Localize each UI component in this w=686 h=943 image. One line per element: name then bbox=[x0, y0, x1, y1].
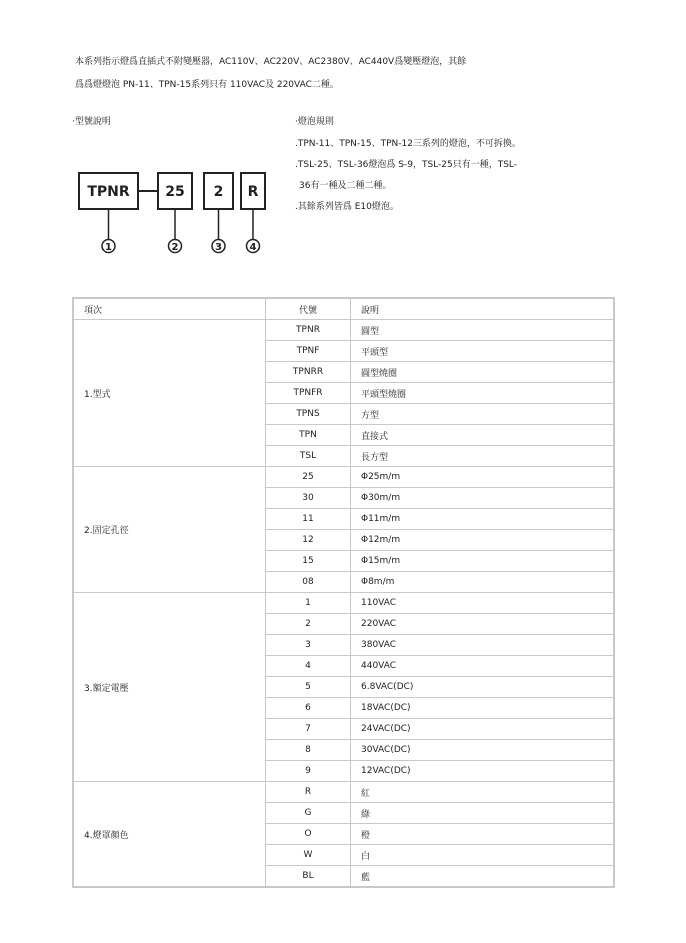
bulb-note-1: .TPN-11、TPN-15、TPN-12三系列的燈泡，不可拆換。 bbox=[295, 139, 521, 149]
desc-cell: 直接式 bbox=[351, 425, 615, 446]
code-cell: TPNFR bbox=[266, 383, 351, 404]
code-cell: TPNS bbox=[266, 404, 351, 425]
code-cell: TPNF bbox=[266, 341, 351, 362]
desc-cell: 18VAC(DC) bbox=[351, 698, 615, 719]
code-cell: 12 bbox=[266, 530, 351, 551]
desc-cell: 橙 bbox=[351, 824, 615, 845]
desc-cell: 紅 bbox=[351, 782, 615, 803]
desc-cell: 12VAC(DC) bbox=[351, 761, 615, 782]
code-cell: 08 bbox=[266, 572, 351, 593]
bulb-rules-notes bbox=[295, 134, 565, 218]
model-box-hole-text: 25 bbox=[165, 184, 185, 200]
bulb-note-3: 36有一種及二種二種。 bbox=[299, 181, 392, 191]
header-item: 項次 bbox=[73, 298, 266, 320]
code-cell: 5 bbox=[266, 677, 351, 698]
desc-cell: 長方型 bbox=[351, 446, 615, 467]
desc-cell: 380VAC bbox=[351, 635, 615, 656]
intro-line-2: 爲爲燈燈泡 PN-11、TPN-15系列只有 110VAC及 220VAC二種。 bbox=[75, 80, 339, 90]
code-cell: R bbox=[266, 782, 351, 803]
code-cell: 25 bbox=[266, 467, 351, 488]
code-cell: 8 bbox=[266, 740, 351, 761]
desc-cell: 藍 bbox=[351, 866, 615, 888]
desc-cell: 平頭型燒圈 bbox=[351, 383, 615, 404]
desc-cell: 220VAC bbox=[351, 614, 615, 635]
code-cell: TPNR bbox=[266, 320, 351, 341]
desc-cell: 110VAC bbox=[351, 593, 615, 614]
table-row bbox=[73, 782, 614, 803]
desc-cell: 圓型 bbox=[351, 320, 615, 341]
code-cell: 7 bbox=[266, 719, 351, 740]
desc-cell: 平頭型 bbox=[351, 341, 615, 362]
model-marker-2-text: 2 bbox=[171, 242, 179, 253]
code-cell: W bbox=[266, 845, 351, 866]
desc-cell: 白 bbox=[351, 845, 615, 866]
bulb-note-2: .TSL-25、TSL-36燈泡爲 S-9，TSL-25只有一種，TSL- bbox=[295, 160, 518, 170]
model-code-diagram bbox=[70, 165, 280, 260]
desc-cell: Φ15m/m bbox=[351, 551, 615, 572]
desc-cell: 圓型燒圈 bbox=[351, 362, 615, 383]
desc-cell: Φ8m/m bbox=[351, 572, 615, 593]
model-marker-3-text: 3 bbox=[215, 242, 222, 253]
desc-cell: Φ12m/m bbox=[351, 530, 615, 551]
model-label: ·型號說明 bbox=[72, 117, 111, 127]
desc-cell: 綠 bbox=[351, 803, 615, 824]
header-code: 代號 bbox=[266, 298, 351, 320]
desc-cell: Φ11m/m bbox=[351, 509, 615, 530]
desc-cell: 6.8VAC(DC) bbox=[351, 677, 615, 698]
bulb-rules-title: ·燈泡規則 bbox=[295, 117, 334, 127]
spec-table-body bbox=[73, 320, 614, 888]
code-cell: 2 bbox=[266, 614, 351, 635]
bulb-note-4: .其餘系列皆爲 E10燈泡。 bbox=[295, 202, 399, 212]
group-item-cell: 4.燈罩顏色 bbox=[73, 782, 266, 888]
spec-table bbox=[72, 297, 615, 888]
group-item-cell: 2.固定孔徑 bbox=[73, 467, 266, 593]
code-cell: BL bbox=[266, 866, 351, 888]
code-cell: 15 bbox=[266, 551, 351, 572]
code-cell: O bbox=[266, 824, 351, 845]
code-cell: 9 bbox=[266, 761, 351, 782]
code-cell: TPN bbox=[266, 425, 351, 446]
table-header-row bbox=[73, 298, 614, 320]
code-cell: 4 bbox=[266, 656, 351, 677]
model-box-series-text: TPNR bbox=[87, 184, 130, 200]
code-cell: 30 bbox=[266, 488, 351, 509]
code-cell: G bbox=[266, 803, 351, 824]
model-marker-4-text: 4 bbox=[249, 242, 257, 253]
code-cell: 11 bbox=[266, 509, 351, 530]
model-marker-1-text: 1 bbox=[105, 242, 112, 253]
header-desc: 說明 bbox=[351, 298, 615, 320]
code-cell: 3 bbox=[266, 635, 351, 656]
code-cell: 6 bbox=[266, 698, 351, 719]
group-item-cell: 1.型式 bbox=[73, 320, 266, 467]
table-row bbox=[73, 593, 614, 614]
desc-cell: 440VAC bbox=[351, 656, 615, 677]
intro-line-1: 本系列指示燈爲直插式不附變壓器，AC110V、AC220V、AC2380V、AC440V爲變壓燈泡，其餘 bbox=[75, 57, 467, 67]
group-item-cell: 3.額定電壓 bbox=[73, 593, 266, 782]
table-row bbox=[73, 320, 614, 341]
desc-cell: Φ30m/m bbox=[351, 488, 615, 509]
desc-cell: Φ25m/m bbox=[351, 467, 615, 488]
desc-cell: 24VAC(DC) bbox=[351, 719, 615, 740]
table-row bbox=[73, 467, 614, 488]
intro-paragraph bbox=[75, 51, 635, 97]
model-box-color-text: R bbox=[247, 184, 259, 200]
code-cell: 1 bbox=[266, 593, 351, 614]
code-cell: TSL bbox=[266, 446, 351, 467]
desc-cell: 30VAC(DC) bbox=[351, 740, 615, 761]
desc-cell: 方型 bbox=[351, 404, 615, 425]
code-cell: TPNRR bbox=[266, 362, 351, 383]
model-box-voltage-text: 2 bbox=[213, 184, 224, 200]
